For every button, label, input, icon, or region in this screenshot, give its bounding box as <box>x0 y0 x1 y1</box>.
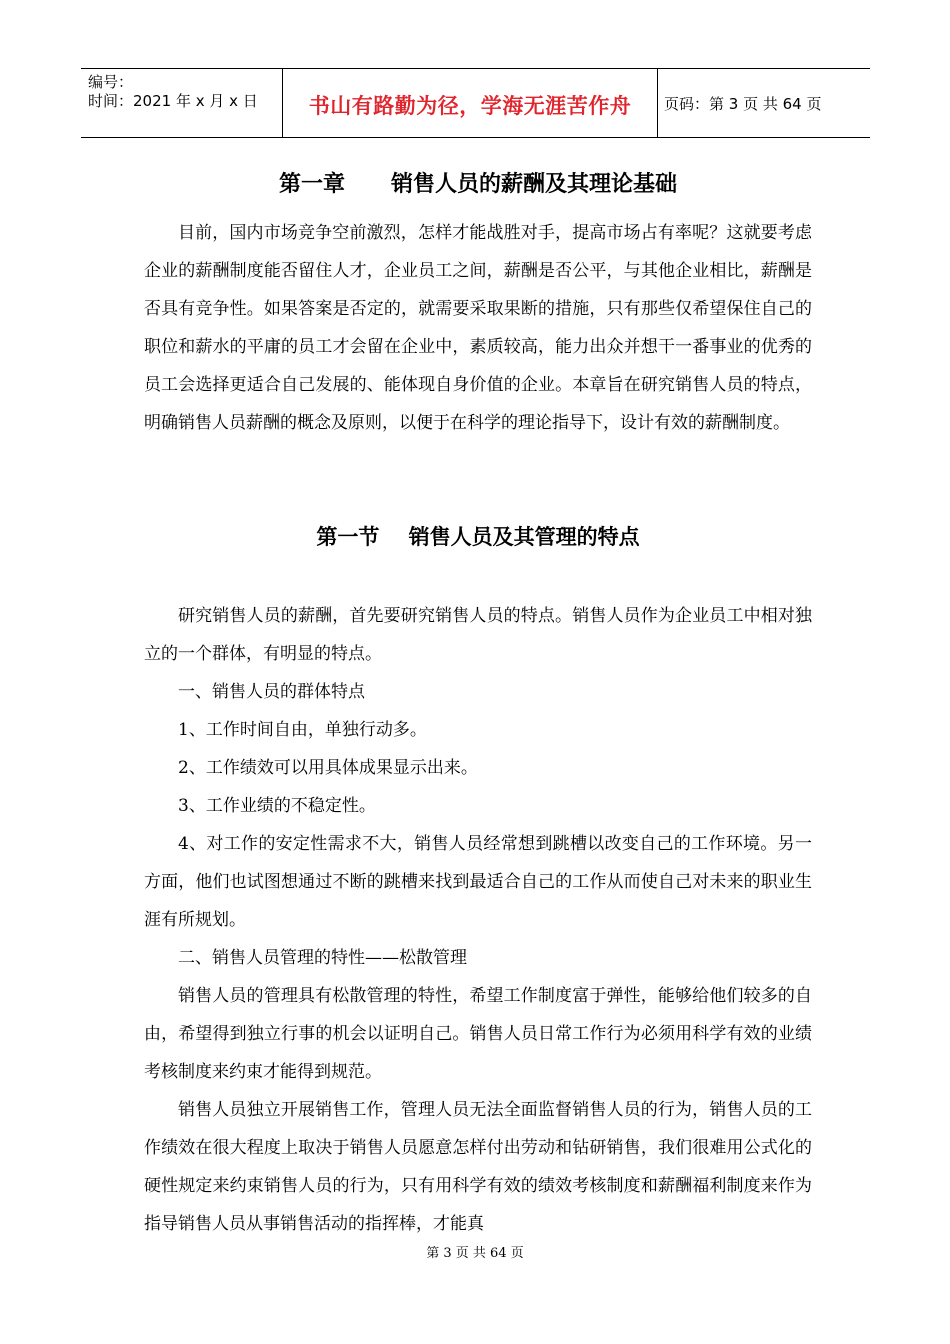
chapter-title: 第一章 销售人员的薪酬及其理论基础 <box>279 172 677 197</box>
intro-paragraph: 目前，国内市场竞争空前激烈，怎样才能战胜对手，提高市场占有率呢？这就要考虑企业的薪酬制度能否留住人才，企业员工之间，薪酬是否公平，与其他企业相比，薪酬是否具有竞争性。如果答案是否定的，就需要采取果断的措施，只有那些仅希望保住自己的职位和薪水的平庸的员工才会留在企业中，素质较高，能力出众并想干一番事业的优秀的员工会选择更适合自己发展的、能体现自身价值的企业。本章旨在研究销售人员的特点，明确销售人员薪酬的概念及原则，以便于在科学的理论指导下，设计有效的薪酬制度。 <box>144 223 812 433</box>
header-motto-cell <box>283 69 658 137</box>
list-item-3: 3、工作业绩的不稳定性。 <box>178 796 376 816</box>
serial-label: 编号： <box>88 73 134 91</box>
page-footer: 第 3 页 共 64 页 <box>426 1246 524 1261</box>
section-heading-2: 二、销售人员管理的特性——松散管理 <box>178 948 467 968</box>
document-header <box>81 68 870 138</box>
list-item-1: 1、工作时间自由，单独行动多。 <box>178 720 427 740</box>
header-meta-cell <box>81 69 283 137</box>
list-item-4: 4、对工作的安定性需求不大，销售人员经常想到跳槽以改变自己的工作环境。另一方面，他们也试图想通过不断的跳槽来找到最适合自己的工作从而使自己对未来的职业生涯有所规划。 <box>144 834 812 930</box>
header-page-cell <box>658 69 870 137</box>
motto-text: 书山有路勤为径，学海无涯苦作舟 <box>308 94 632 118</box>
section-paragraph: 销售人员的管理具有松散管理的特性，希望工作制度富于弹性，能够给他们较多的自由，希望得到独立行事的机会以证明自己。销售人员日常工作行为必须用科学有效的业绩考核制度来约束才能得到规范。 <box>144 986 812 1082</box>
date-label: 时间：2021 年 x 月 x 日 <box>88 92 258 110</box>
section-paragraph: 研究销售人员的薪酬，首先要研究销售人员的特点。销售人员作为企业员工中相对独立的一个群体，有明显的特点。 <box>144 606 812 664</box>
section-paragraph: 销售人员独立开展销售工作，管理人员无法全面监督销售人员的行为，销售人员的工作绩效在很大程度上取决于销售人员愿意怎样付出劳动和钻研销售，我们很难用公式化的硬性规定来约束销售人员的行为，只有用科学有效的绩效考核制度和薪酬福利制度来作为指导销售人员从事销售活动的指挥棒，才能真 <box>144 1100 812 1234</box>
list-item-2: 2、工作绩效可以用具体成果显示出来。 <box>178 758 478 778</box>
page-info: 页码：第 3 页 共 64 页 <box>664 94 822 113</box>
section-title: 第一节 销售人员及其管理的特点 <box>316 525 640 549</box>
section-heading-1: 一、销售人员的群体特点 <box>178 682 365 702</box>
